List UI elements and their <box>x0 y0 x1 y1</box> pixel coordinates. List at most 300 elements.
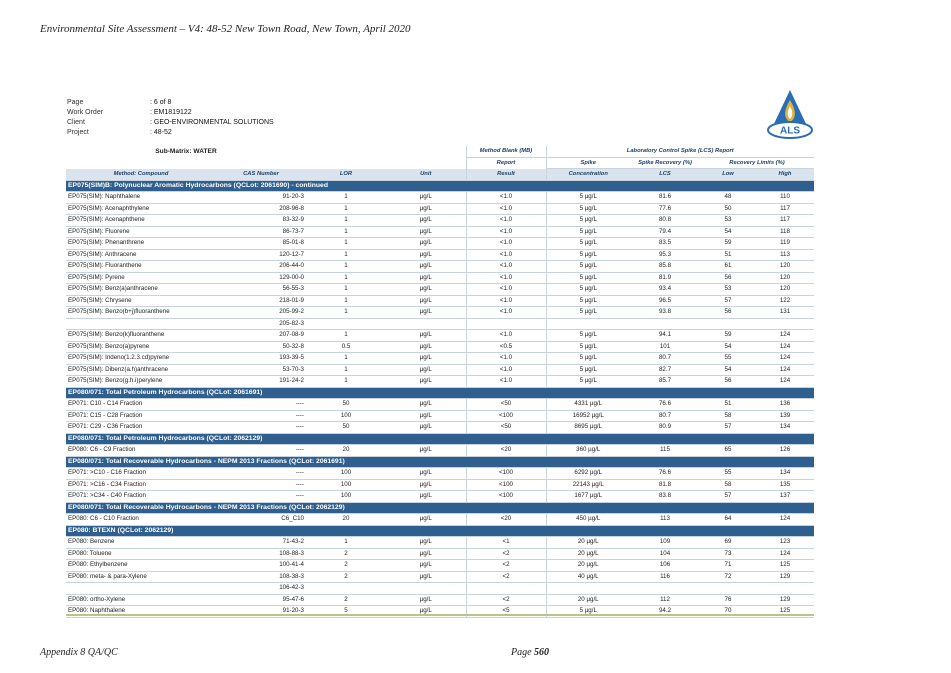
cell-result: <1.0 <box>466 226 546 238</box>
cell-lcs: 93.4 <box>630 284 700 296</box>
lcs-table <box>66 146 814 618</box>
table-row <box>66 364 814 376</box>
cell-lor: 1 <box>306 192 386 204</box>
table-row <box>66 583 814 595</box>
cell-concentration: 5 µg/L <box>546 261 630 273</box>
table-row <box>66 272 814 284</box>
cell-result: <2 <box>466 548 546 560</box>
cell-result: <1.0 <box>466 307 546 319</box>
section-header <box>66 433 814 445</box>
cell-result: <1.0 <box>466 249 546 261</box>
cell-compound: EP080: C6 - C10 Fraction <box>66 514 216 526</box>
table-row <box>66 491 814 503</box>
cell-compound: EP071: >C10 - C16 Fraction <box>66 468 216 480</box>
cell-lor: 1 <box>306 249 386 261</box>
table-row <box>66 514 814 526</box>
cell-high <box>756 583 814 595</box>
section-title: EP075(SIM)B: Polynuclear Aromatic Hydrocarbons (QCLot: 2061690) - continued <box>66 180 814 192</box>
cell-high: 123 <box>756 537 814 549</box>
cell-high: 110 <box>756 192 814 204</box>
cell-concentration: 5 µg/L <box>546 192 630 204</box>
cell-low: 72 <box>700 571 756 583</box>
cell-cas: 108-88-3 <box>216 548 306 560</box>
cell-compound: EP075(SIM): Benzo(a)pyrene <box>66 341 216 353</box>
meta-row <box>67 108 274 118</box>
cell-unit: µg/L <box>386 284 466 296</box>
cell-low: 50 <box>700 203 756 215</box>
cell-concentration: 4331 µg/L <box>546 399 630 411</box>
cell-cas: ---- <box>216 422 306 434</box>
cell-concentration: 5 µg/L <box>546 606 630 618</box>
cell-high: 134 <box>756 422 814 434</box>
footer-page-prefix: Page <box>511 647 532 658</box>
cell-low: 58 <box>700 410 756 422</box>
cell-concentration: 22143 µg/L <box>546 479 630 491</box>
cell-lor: 1 <box>306 238 386 250</box>
cell-high: 134 <box>756 468 814 480</box>
meta-key: Project <box>67 129 89 136</box>
table-row <box>66 249 814 261</box>
cell-concentration: 5 µg/L <box>546 226 630 238</box>
col-method-compound: Method: Compound <box>66 169 216 181</box>
cell-unit: µg/L <box>386 215 466 227</box>
cell-lor: 1 <box>306 215 386 227</box>
cell-high: 117 <box>756 215 814 227</box>
cell-concentration: 5 µg/L <box>546 238 630 250</box>
cell-unit: µg/L <box>386 422 466 434</box>
cell-result: <1.0 <box>466 295 546 307</box>
cell-lcs: 81.9 <box>630 272 700 284</box>
cell-high: 125 <box>756 560 814 572</box>
cell-concentration: 40 µg/L <box>546 571 630 583</box>
section-title: EP080/071: Total Petroleum Hydrocarbons (QCLot: 2061691) <box>66 387 814 399</box>
cell-concentration: 1677 µg/L <box>546 491 630 503</box>
cell-unit: µg/L <box>386 261 466 273</box>
cell-lcs: 104 <box>630 548 700 560</box>
cell-low: 65 <box>700 445 756 457</box>
cell-lcs: 95.3 <box>630 249 700 261</box>
col-result: Result <box>466 169 546 181</box>
cell-compound: EP075(SIM): Phenanthrene <box>66 238 216 250</box>
report-header: Report <box>466 157 546 169</box>
cell-lor: 1 <box>306 307 386 319</box>
cell-cas: 129-00-0 <box>216 272 306 284</box>
cell-concentration: 5 µg/L <box>546 249 630 261</box>
cell-unit: µg/L <box>386 295 466 307</box>
section-header <box>66 502 814 514</box>
cell-lor: 1 <box>306 284 386 296</box>
cell-high: 113 <box>756 249 814 261</box>
table-body <box>66 180 814 617</box>
cell-compound: EP080: Benzene <box>66 537 216 549</box>
cell-high: 124 <box>756 548 814 560</box>
section-header <box>66 525 814 537</box>
cell-compound: EP075(SIM): Indeno(1.2.3.cd)pyrene <box>66 353 216 365</box>
footer-page-number: 560 <box>534 647 550 658</box>
cell-concentration: 5 µg/L <box>546 307 630 319</box>
cell-lcs: 80.9 <box>630 422 700 434</box>
cell-lor: 2 <box>306 594 386 606</box>
als-logo <box>764 88 816 140</box>
footer-appendix: Appendix 8 QA/QC <box>40 647 118 658</box>
cell-compound: EP075(SIM): Acenaphthylene <box>66 203 216 215</box>
cell-high: 125 <box>756 606 814 618</box>
cell-result: <2 <box>466 571 546 583</box>
cell-result: <1.0 <box>466 215 546 227</box>
cell-lcs: 106 <box>630 560 700 572</box>
table-row <box>66 445 814 457</box>
table-row <box>66 226 814 238</box>
cell-concentration: 5 µg/L <box>546 353 630 365</box>
cell-compound <box>66 583 216 595</box>
cell-result: <50 <box>466 422 546 434</box>
cell-lor <box>306 583 386 595</box>
section-title: EP080/071: Total Petroleum Hydrocarbons (QCLot: 2062129) <box>66 433 814 445</box>
cell-unit: µg/L <box>386 376 466 388</box>
cell-cas: 86-73-7 <box>216 226 306 238</box>
cell-result: <1.0 <box>466 364 546 376</box>
cell-high <box>756 318 814 330</box>
cell-result: <100 <box>466 479 546 491</box>
cell-unit: µg/L <box>386 571 466 583</box>
cell-high: 122 <box>756 295 814 307</box>
meta-row <box>67 98 274 108</box>
cell-cas: 120-12-7 <box>216 249 306 261</box>
cell-lcs: 96.5 <box>630 295 700 307</box>
cell-lor: 50 <box>306 399 386 411</box>
cell-high: 119 <box>756 238 814 250</box>
cell-high: 137 <box>756 491 814 503</box>
table-row <box>66 238 814 250</box>
sub-matrix <box>66 146 306 157</box>
section-header <box>66 387 814 399</box>
cell-lcs: 83.8 <box>630 491 700 503</box>
cell-compound: EP075(SIM): Fluoranthene <box>66 261 216 273</box>
cell-lor: 50 <box>306 422 386 434</box>
cell-result: <1.0 <box>466 284 546 296</box>
section-title: EP080: BTEXN (QCLot: 2062129) <box>66 525 814 537</box>
cell-cas: 95-47-6 <box>216 594 306 606</box>
cell-cas: ---- <box>216 410 306 422</box>
cell-cas: 71-43-2 <box>216 537 306 549</box>
cell-lcs: 77.6 <box>630 203 700 215</box>
cell-concentration: 5 µg/L <box>546 364 630 376</box>
cell-compound: EP080: meta- & para-Xylene <box>66 571 216 583</box>
cell-concentration: 5 µg/L <box>546 330 630 342</box>
cell-unit: µg/L <box>386 468 466 480</box>
cell-compound: EP075(SIM): Dibenz(a.h)anthracene <box>66 364 216 376</box>
meta-key: Client <box>67 119 85 126</box>
cell-low: 55 <box>700 353 756 365</box>
cell-low: 53 <box>700 284 756 296</box>
table-row <box>66 571 814 583</box>
cell-unit: µg/L <box>386 399 466 411</box>
cell-low: 54 <box>700 226 756 238</box>
cell-high: 139 <box>756 410 814 422</box>
cell-high: 124 <box>756 330 814 342</box>
cell-result: <0.5 <box>466 341 546 353</box>
cell-low: 71 <box>700 560 756 572</box>
cell-unit <box>386 318 466 330</box>
cell-low: 59 <box>700 238 756 250</box>
cell-lcs: 83.5 <box>630 238 700 250</box>
table-row <box>66 295 814 307</box>
cell-unit: µg/L <box>386 226 466 238</box>
cell-high: 124 <box>756 341 814 353</box>
cell-lor: 100 <box>306 491 386 503</box>
cell-low: 73 <box>700 548 756 560</box>
cell-unit: µg/L <box>386 606 466 618</box>
cell-low: 58 <box>700 479 756 491</box>
cell-cas: 108-38-3 <box>216 571 306 583</box>
cell-cas: 91-20-3 <box>216 606 306 618</box>
cell-lcs: 109 <box>630 537 700 549</box>
cell-low: 56 <box>700 376 756 388</box>
cell-compound: EP075(SIM): Benzo(k)fluoranthene <box>66 330 216 342</box>
cell-lor <box>306 318 386 330</box>
cell-lor: 2 <box>306 571 386 583</box>
cell-high: 120 <box>756 261 814 273</box>
cell-compound: EP075(SIM): Pyrene <box>66 272 216 284</box>
cell-compound: EP075(SIM): Anthracene <box>66 249 216 261</box>
cell-unit: µg/L <box>386 537 466 549</box>
cell-cas: ---- <box>216 399 306 411</box>
cell-lcs: 94.1 <box>630 330 700 342</box>
cell-result: <2 <box>466 594 546 606</box>
cell-lor: 5 <box>306 606 386 618</box>
meta-key: Page <box>67 99 84 106</box>
cell-unit: µg/L <box>386 353 466 365</box>
cell-unit: µg/L <box>386 491 466 503</box>
cell-unit: µg/L <box>386 445 466 457</box>
cell-lor: 100 <box>306 468 386 480</box>
cell-compound: EP071: >C16 - C34 Fraction <box>66 479 216 491</box>
cell-compound: EP080: C6 - C9 Fraction <box>66 445 216 457</box>
cell-unit: µg/L <box>386 203 466 215</box>
cell-compound: EP080: Toluene <box>66 548 216 560</box>
col-low: Low <box>700 169 756 181</box>
cell-unit: µg/L <box>386 238 466 250</box>
cell-cas: 91-20-3 <box>216 192 306 204</box>
table-row <box>66 330 814 342</box>
cell-lcs: 76.6 <box>630 468 700 480</box>
cell-cas: ---- <box>216 468 306 480</box>
cell-result: <20 <box>466 445 546 457</box>
cell-unit: µg/L <box>386 514 466 526</box>
cell-compound: EP075(SIM): Benzo(g.h.i)perylene <box>66 376 216 388</box>
cell-lor: 1 <box>306 203 386 215</box>
cell-concentration: 360 µg/L <box>546 445 630 457</box>
cell-high: 126 <box>756 445 814 457</box>
sub-matrix-value: WATER <box>193 147 217 155</box>
table-row <box>66 215 814 227</box>
cell-high: 118 <box>756 226 814 238</box>
cell-compound: EP071: C15 - C28 Fraction <box>66 410 216 422</box>
cell-high: 129 <box>756 594 814 606</box>
spike-recovery-header: Spike Recovery (%) <box>630 157 700 169</box>
section-header <box>66 180 814 192</box>
cell-high: 131 <box>756 307 814 319</box>
cell-lcs: 94.2 <box>630 606 700 618</box>
cell-unit: µg/L <box>386 192 466 204</box>
cell-compound <box>66 318 216 330</box>
spike-header: Spike <box>546 157 630 169</box>
cell-result: <1.0 <box>466 192 546 204</box>
report-meta <box>67 98 274 138</box>
cell-compound: EP080: Ethylbenzene <box>66 560 216 572</box>
cell-lcs: 79.4 <box>630 226 700 238</box>
cell-lor: 1 <box>306 261 386 273</box>
cell-compound: EP075(SIM): Chrysene <box>66 295 216 307</box>
cell-low: 57 <box>700 491 756 503</box>
cell-unit: µg/L <box>386 307 466 319</box>
cell-lcs: 101 <box>630 341 700 353</box>
footer-page <box>511 647 549 658</box>
cell-unit: µg/L <box>386 272 466 284</box>
cell-high: 129 <box>756 571 814 583</box>
cell-unit: µg/L <box>386 410 466 422</box>
logo-text: ALS <box>780 125 800 137</box>
cell-compound: EP071: >C34 - C40 Fraction <box>66 491 216 503</box>
cell-lor: 1 <box>306 376 386 388</box>
cell-concentration: 20 µg/L <box>546 560 630 572</box>
cell-low: 51 <box>700 249 756 261</box>
table-row <box>66 318 814 330</box>
cell-unit: µg/L <box>386 341 466 353</box>
document-header: Environmental Site Assessment – V4: 48-52 New Town Road, New Town, April 2020 <box>40 23 411 35</box>
cell-cas: 218-01-9 <box>216 295 306 307</box>
cell-result: <50 <box>466 399 546 411</box>
cell-compound: EP075(SIM): Benzo(b+j)fluoranthene <box>66 307 216 319</box>
cell-concentration: 20 µg/L <box>546 537 630 549</box>
cell-compound: EP071: C10 - C14 Fraction <box>66 399 216 411</box>
table-row <box>66 594 814 606</box>
cell-lor: 1 <box>306 330 386 342</box>
cell-lor: 20 <box>306 514 386 526</box>
cell-result: <1.0 <box>466 238 546 250</box>
meta-value: : EM1819122 <box>150 109 192 116</box>
table-row <box>66 307 814 319</box>
cell-low: 69 <box>700 537 756 549</box>
cell-concentration: 5 µg/L <box>546 215 630 227</box>
cell-high: 124 <box>756 514 814 526</box>
cell-lor: 1 <box>306 353 386 365</box>
col-lcs: LCS <box>630 169 700 181</box>
cell-lor: 20 <box>306 445 386 457</box>
cell-result: <5 <box>466 606 546 618</box>
section-title: EP080/071: Total Recoverable Hydrocarbons - NEPM 2013 Fractions (QCLot: 2062129) <box>66 502 814 514</box>
cell-cas: 50-32-8 <box>216 341 306 353</box>
cell-unit <box>386 583 466 595</box>
cell-result: <100 <box>466 491 546 503</box>
cell-result: <1.0 <box>466 261 546 273</box>
cell-lcs: 116 <box>630 571 700 583</box>
cell-cas: 193-39-5 <box>216 353 306 365</box>
cell-lor: 2 <box>306 560 386 572</box>
meta-row <box>67 128 274 138</box>
cell-lcs: 80.8 <box>630 215 700 227</box>
cell-compound: EP080: Naphthalene <box>66 606 216 618</box>
cell-compound: EP075(SIM): Fluorene <box>66 226 216 238</box>
cell-low: 57 <box>700 422 756 434</box>
cell-result: <1.0 <box>466 376 546 388</box>
cell-low: 56 <box>700 272 756 284</box>
recovery-limits-header: Recovery Limits (%) <box>700 157 814 169</box>
table-row <box>66 479 814 491</box>
cell-cas: C6_C10 <box>216 514 306 526</box>
cell-low: 76 <box>700 594 756 606</box>
cell-result: <1.0 <box>466 330 546 342</box>
cell-concentration <box>546 318 630 330</box>
cell-lcs <box>630 583 700 595</box>
cell-concentration: 20 µg/L <box>546 548 630 560</box>
cell-compound: EP075(SIM): Acenaphthene <box>66 215 216 227</box>
cell-result <box>466 318 546 330</box>
lcs-report-header: Laboratory Control Spike (LCS) Report <box>546 146 814 157</box>
col-unit: Unit <box>386 169 466 181</box>
cell-low: 57 <box>700 295 756 307</box>
cell-cas: ---- <box>216 479 306 491</box>
cell-low <box>700 318 756 330</box>
cell-low: 55 <box>700 468 756 480</box>
meta-value: : 6 of 8 <box>150 99 172 106</box>
table-row <box>66 410 814 422</box>
cell-lcs: 85.7 <box>630 376 700 388</box>
cell-unit: µg/L <box>386 330 466 342</box>
table-row <box>66 548 814 560</box>
cell-low: 51 <box>700 399 756 411</box>
bottom-rule <box>66 614 814 616</box>
cell-concentration: 20 µg/L <box>546 594 630 606</box>
col-cas-number: CAS Number <box>216 169 306 181</box>
cell-cas: 207-08-9 <box>216 330 306 342</box>
cell-cas: ---- <box>216 445 306 457</box>
cell-result: <100 <box>466 468 546 480</box>
table-row <box>66 560 814 572</box>
cell-compound: EP080: ortho-Xylene <box>66 594 216 606</box>
cell-high: 124 <box>756 353 814 365</box>
cell-lor: 1 <box>306 272 386 284</box>
cell-concentration: 5 µg/L <box>546 284 630 296</box>
cell-result: <1.0 <box>466 272 546 284</box>
cell-concentration: 5 µg/L <box>546 376 630 388</box>
cell-high: 136 <box>756 399 814 411</box>
cell-low: 53 <box>700 215 756 227</box>
cell-cas: 56-55-3 <box>216 284 306 296</box>
cell-result: <1 <box>466 537 546 549</box>
cell-compound: EP075(SIM): Benz(a)anthracene <box>66 284 216 296</box>
cell-lcs: 113 <box>630 514 700 526</box>
method-blank-header: Method Blank (MB) <box>466 146 546 157</box>
meta-value: : 48-52 <box>150 129 172 136</box>
cell-unit: µg/L <box>386 594 466 606</box>
cell-lor: 1 <box>306 295 386 307</box>
cell-result: <1.0 <box>466 353 546 365</box>
cell-lor: 100 <box>306 479 386 491</box>
col-lor: LOR <box>306 169 386 181</box>
cell-lcs <box>630 318 700 330</box>
cell-low: 59 <box>700 330 756 342</box>
table-row <box>66 422 814 434</box>
cell-concentration: 6292 µg/L <box>546 468 630 480</box>
cell-unit: µg/L <box>386 479 466 491</box>
cell-lor: 0.5 <box>306 341 386 353</box>
section-header <box>66 456 814 468</box>
cell-lcs: 115 <box>630 445 700 457</box>
cell-unit: µg/L <box>386 249 466 261</box>
cell-cas: 106-42-3 <box>216 583 306 595</box>
cell-concentration: 5 µg/L <box>546 295 630 307</box>
